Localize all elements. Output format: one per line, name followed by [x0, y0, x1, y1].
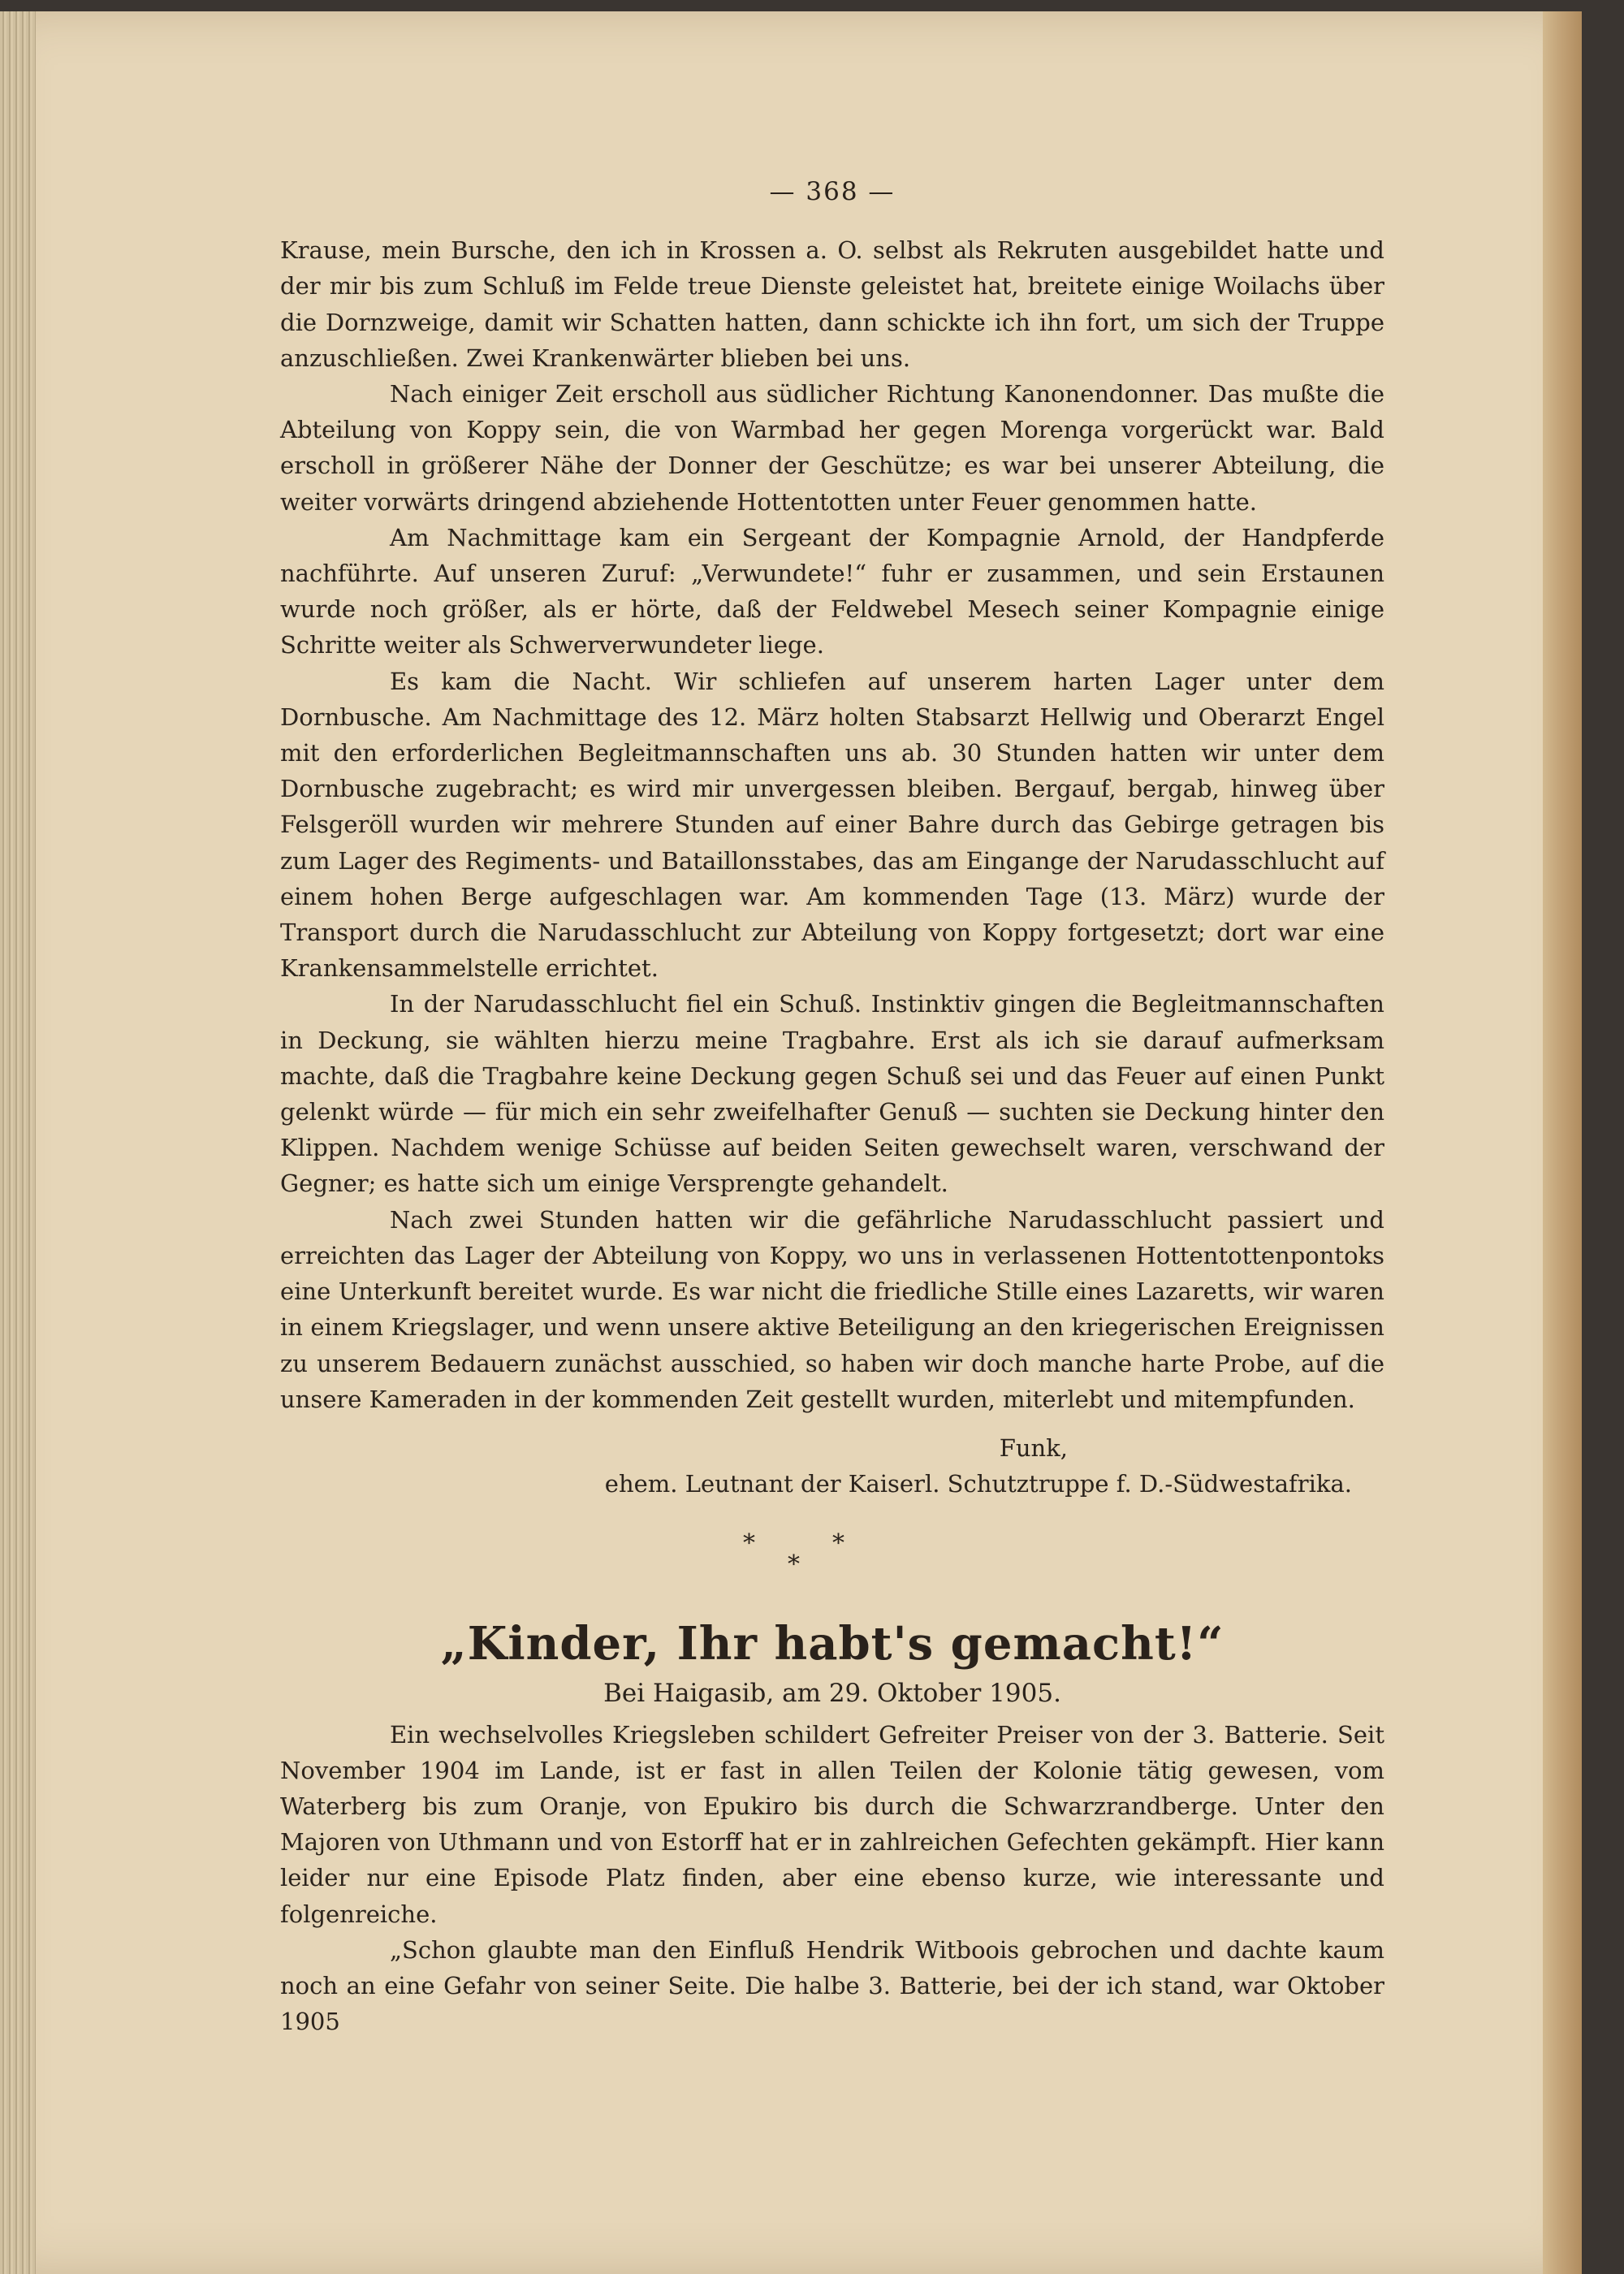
book-page	[0, 11, 1582, 2274]
article-subtitle: Bei Haigasib, am 29. Oktober 1905.	[603, 1679, 1061, 1709]
paragraph: Es kam die Nacht. Wir schliefen auf unserem harten Lager unter dem Dornbusche. Am Nachmittage des 12. März holten Stabsarzt Hellwig und Oberarzt Engel mit den erforderlichen Begleitmannschaften uns ab. 30 Stunden hatten wir unter dem Dornbusche zugebracht; es wird mir unvergessen bleiben. Bergauf, bergab, hinweg über Felsgeröll wurden wir mehrere Stunden auf einer Bahre durch das Gebirge getragen bis zum Lager des Regiments- und Bataillonsstabes, das am Eingange der Narudasschlucht auf einem hohen Berge aufgeschlagen war. Am kommenden Tage (13. März) wurde der Transport durch die Narudasschlucht zur Abteilung von Koppy fortgesetzt; dort war eine Krankensammelstelle errichtet.	[280, 667, 1384, 983]
signature-name: Funk,	[999, 1433, 1068, 1462]
page-edge	[1543, 11, 1582, 2274]
asterisk: *	[832, 1529, 844, 1559]
asterisk: *	[788, 1550, 800, 1580]
article-headline: „Kinder, Ihr habt's gemacht!“	[440, 1617, 1224, 1671]
paragraph: Krause, mein Bursche, den ich in Krossen a. O. selbst als Rekruten ausgebildet hatte und der mir bis zum Schluß im Felde treue Dienste geleistet hat, breitete einige Woilachs über die Dornzweige, damit wir Schatten hatten, dann schickte ich ihn fort, um sich der Truppe anzuschließen. Zwei Krankenwärter blieben bei uns.	[280, 236, 1384, 372]
asterisk: *	[743, 1529, 755, 1559]
signature-title: ehem. Leutnant der Kaiserl. Schutztruppe f. D.-Südwestafrika.	[604, 1470, 1352, 1498]
section-separator	[280, 1526, 1384, 1583]
paragraph: „Schon glaubte man den Einfluß Hendrik Witboois gebrochen und dachte kaum noch an eine Gefahr von seiner Seite. Die halbe 3. Batterie, bei der ich stand, war Oktober 1905	[280, 1935, 1384, 2036]
page-number: — 368 —	[769, 177, 896, 206]
paragraph: Nach zwei Stunden hatten wir die gefährliche Narudasschlucht passiert und erreichten das Lager der Abteilung von Koppy, wo uns in verlassenen Hottentottenpontoks eine Unterkunft bereitet wurde. Es war nicht die friedliche Stille eines Lazaretts, wir waren in einem Kriegslager, und wenn unsere aktive Beteiligung an den kriegerischen Ereignissen zu unserem Bedauern zunächst ausschied, so haben wir doch manche harte Probe, auf die unsere Kameraden in der kommenden Zeit gestellt wurden, miterlebt und mitempfunden.	[280, 1205, 1384, 1413]
paragraph: Ein wechselvolles Kriegsleben schildert Gefreiter Preiser von der 3. Batterie. Seit November 1904 im Lande, ist er fast in allen Teilen der Kolonie tätig gewesen, vom Waterberg bis zum Oranje, von Epukiro bis durch die Schwarzrandberge. Unter den Majoren von Uthmann und von Estorff hat er in zahlreichen Gefechten gekämpft. Hier kann leider nur eine Episode Platz finden, aber eine ebenso kurze, wie interessante und folgenreiche.	[280, 1720, 1384, 1928]
paragraph: Am Nachmittage kam ein Sergeant der Kompagnie Arnold, der Handpferde nachführte. Auf unseren Zuruf: „Verwundete!“ fuhr er zusammen, und sein Erstaunen wurde noch größer, als er hörte, daß der Feldwebel Mesech seiner Kompagnie einige Schritte weiter als Schwerverwundeter liege.	[280, 523, 1384, 659]
book-spine	[0, 11, 36, 2274]
paragraph: Nach einiger Zeit erscholl aus südlicher Richtung Kanonendonner. Das mußte die Abteilung von Koppy sein, die von Warmbad her gegen Morenga vorgerückt war. Bald erscholl in größerer Nähe der Donner der Geschütze; es war bei unserer Abteilung, die weiter vorwärts dringend abziehende Hottentotten unter Feuer genommen hatte.	[280, 380, 1384, 516]
paragraph: In der Narudasschlucht fiel ein Schuß. Instinktiv gingen die Begleitmannschaften in Deckung, sie wählten hierzu meine Tragbahre. Erst als ich sie darauf aufmerksam machte, daß die Tragbahre keine Deckung gegen Schuß sei und das Feuer auf einen Punkt gelenkt würde — für mich ein sehr zweifelhafter Genuß — suchten sie Deckung hinter den Klippen. Nachdem wenige Schüsse auf beiden Seiten gewechselt waren, verschwand der Gegner; es hatte sich um einige Versprengte gehandelt.	[280, 990, 1384, 1198]
text-block	[280, 174, 1384, 2039]
